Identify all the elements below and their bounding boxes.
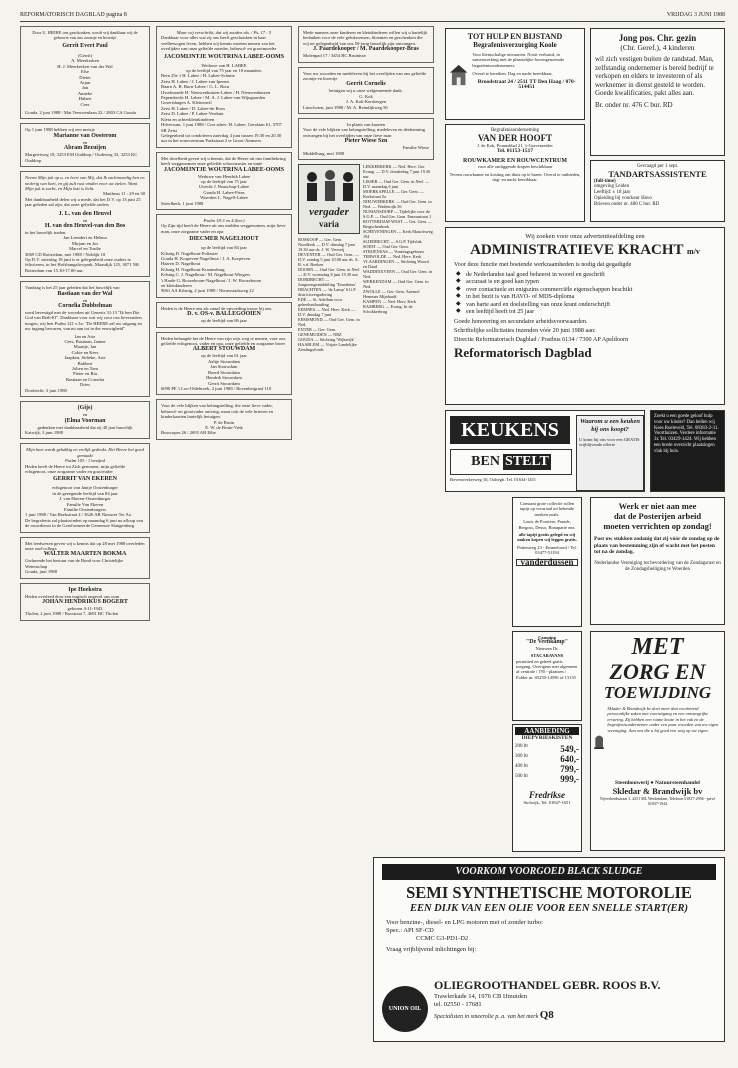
people-icon [300,167,360,207]
union-oil-logo: UNION OIL [382,986,428,1032]
death-announcement-nagelhout: Psalm 18:3 en 4 (ber.) Op Zijn tijd heeft de Heere uit ons midden weggenomen, mijn lieve man, onze zorgzame vader en opa DIECMER NAGELHOUT op de leeftijd van 84 jaar Kilsnig D. Nagelhout-Pollaster Gouda H. Korpeven-Nagelhout / J. A. Korpeven Haaren D. Nagelhout Kilsnig H. Nagelhout-Kraamsburg Kilsnig C. J. Nagelhout / M. Nagelhout-Wiegers 't Harde G. Roozeboom-Nagelhout / J. W. Roozeboom en kleinkinderen 9061 AA Kilsnig, 2 juni 1988 / Nieuwstadsweg 22 [156,214,292,298]
death-announcement-labee: Maar wij verschrikt, dat wij zouden als. / Ps. 17 : 5 Dankbaar voor alles wat zij ons heeft geschonken in haar veelbewogen leven, hebben wij kennis moeten nemen van het overlijden van onze geliefde moeder, behuwd- en grootmoeder JACOMIJNTJE WOUTRINA LABEE-OOMS Weduwe van H. LABEE op de leeftijd van 75 jaar en 10 maanden. Bern 25e 1 H. Labee / H. Labee-Schutte Zeist H. Labee / J. Labee-van Ipenen Baarn A. B. Born-Labee / G. L. Born IJsselmonde H. Nieuwenhuizen-Labee / H. Nieuwenhuizen Papendrecht H. Labee / M. A. J. Labee-van Wijngaarden Gesertshagen A. Kleinenvil Zeist H. Labee / D. Labee-de Roos Zeist D. Labee / P. Labee-Verduin Klein en achterkleinkinderen Hilversum, 1 juni 1988 / Cort adres: H. Labee, Gerolaan 61, 3707 SB Zeist Gelegenheid tot condoleren zaterdag 4 juni tussen 19.30 en 20.30 uur in het rouwcentrum Parkstraat 2 te Groot-Ammers. [156,26,292,148]
church-list-a: BOSKOOP — Ger. Gem. Noodkerk — D.V. dinsdag 7 juni 19.30 uur ds. J. W. Verweij DEVENTER — Oud Ger. Gem. — D.V. zondag 5 juni 10.00 uur ds. A. B. v.d. Boeken DOORN — Oud Ger. Gem. in Ned. — D.V. woensdag 8 juni 19.30 uur DORDRECHT — Jongerengemiddeling 'Timotheus' DRACHTEN — 'de Lamp' S.G.P. districtsvergadering EDE — St. Adellam voor geheelonthouding EEMNES — Ned. Herv. Kerk — D.V. dinsdag 7 juni EEMSMOND — Oud Ger. Gem. in Ned. ENTER — Ger. Gem. GENEMUIDEN — NRZ GOUDA — Stichting 'Wijkseijk' HAARLEM — Vrijzie Landelijke Zendingsfonds [298,237,360,353]
anniversary-announcement-2: Vandaag is het 25 jaar geleden dat het huwelijk van Bastiaan van der Wal en Cornelia Dubbelman werd bevestigd met de woorden uit Genesis 31:13 "Ik ben Die God van Beth-El". Dankbaar voor wat wij voor ons lieveouders mogen, wij hen Psalm 121 v.3a: "De HEERE zal uw uitgang en uw ingang bewaren, van nu aan tot in der eeuwigheid" Jan en Arie Cees, Bastiaan, Janine Maartje, Jan Cokie en Kees Jaapken, Sidieke, Arie Bubbert Jolien en Tom Pieter en Ria Bastiaan en Cornelia Dries Dordrecht, 3 juni 1988 [20,281,150,397]
thanks-paardekooper: Mede namens onze kinderen en kleinkinderen willen wij u hartelijk bedanken voor de vele gelukwensen, bloemen en geschenken die wij ter gelegenheid van ons 50-jarig huwelijk zijn ontvangen. J. Paardekooper / M. Paardekooper-Bras Molenpad 17 / 3454 BC Bruinisse [298,26,434,63]
newspaper-brand: Reformatorisch Dagblad [454,345,592,360]
death-announcement-vos: Heden is de Heere ons als vanaf de opvoeding trouw bij ons. D. v. OS-v. BALLEGOOIEN op de leeftijd van 86 jaar [156,302,292,328]
church-list-b: LEKKERKERK — Ned. Herv. Ger. Evang. — D.V. donderdag 7 juni 19.30 uur LISSER — Oud Ger. Gem. in Ned. — D.V. maandag 6 juni MOERKAPELLE — Ger. Gem. — Kerkstraat 5a NIEUWERKERK — Oud Ger. Gem. in Ned. — Wadenoijk 36 NUMANSDORP — Tijdelijke voor de S.G.P. — Oud Ger. Gem. Emmastraat 1 ROTTERDAM-WEST — Ger. Gem. — Bergschenhoek SCHEVENINGEN — Kerk Mauritsweg 194 SLIEDRECHT — S.G.P. Tijdvlak SOEST — Oud Ger. Gem. STRIJENSAS — Vormingsgebouw TERWOLDE — Ned. Herv. Kerk VLAARDINGEN — Stichting Woord en Daad WADDINXVEEN — Oud Ger. Gem. in Ned. WERKENDAM — Oud Ger. Gem. in Ned. ZWOLLE — Ger. Gem. Anemol Hemmes Mijnhardt KAMPEN — Ned. Herv. Kerk RAMBERG — Evang. In de Schokkerbrug [363,164,433,315]
ad-vanderdussen: Constant grote collectie rollen tapijt op voorraad uit bekende merken zoals: Louis de Poortere, Parade, Bergoss, Desso, Bonaparte enz. alle tapijt gratis gelegd en wij maken kopen wij leggen gratis. Pottenweg 23 - Emmeloord / Tel. 03477-51194 vanderdussen [512,497,582,627]
price-row: 300 ltr 640,- [515,754,579,764]
death-announcement: Mijn hart wordt gelukkig en vrolijk gedenkt. Het Heere het goed gemaakt Psalm 105 : 1 bezijnd Heden heeft de Heere tot Zich genomen, mijn geliefde echtgenoot, onze zorgzame vader en grootvader GERRIT VAN EKEREN echtgenoot van Jantje Oostenburger in de gezegende leeftijd van 84 jaar J. van Ekeren-Oostenburger Familie Van Ekeren Familie Oostenburgers 1 juni 1988 / Van Beekstraat 4 / 3626 AB Nieuwer Ter Aa De begrafenis zal plaatsvinden op maandag 6 juni na afloop van de rouwdienst in de Gereformeerde Gemeente Slangenburg. [20,443,150,532]
ad-keukens-ben-stelt: KEUKENS BEN STELT Bovenwerkerweg 10, Ooltegh. Tel. 01634-1451 Waarom u een keuken bij ons koopt? U komt bij ons voor een GRATIS vrijblijvende offerte [445,410,645,492]
death-announcement-3: Ipe Hoekstra Heden overleed door een tragisch ongeval ons oom JOHAN HENDRIKUS BOGERT geboren 4-11-1943 Tholen, 2 juni 1988 / Bosstraat 7, 4691 BC Tholen [20,583,150,621]
death-announcement-stouwdam: Heden behaagde het de Heere van zijn wijs weg te nemen, voor ons geliefde echtgenoot, vader en opa, onze geliefde en zorgzame broer ALBERT STOUWDAM op de leeftijd van 61 jaar Aaltje Stouwdam Jan Stouwdam Boerd Stouwdam Hendrik Stouwdam Gerrit Stouwdam 6090 PE 't Loo-Oldebroek, 2 juni 1988 / Bovenheigraaf 110 [156,332,292,396]
ad-aanbieding-diepvries: AANBIEDING DIEPVRIESKISTEN 200 ltr 549,- 300 ltr 640,- 400 ltr 799,- 500 ltr 999,- Fredrikse Stolwijk, Tel. 01847-1651 [512,724,582,852]
price-row: 200 ltr 549,- [515,744,579,754]
death-announcement-2: Met leedwezen geven wij u kennis dat op 28 mei 1988 overleden onze oud-collega WALTER MAARTEN BOKMA Gedurende het bestuur van de Bond voor Christelijke Wetenschap Gouda, juni 1988 [20,537,150,579]
anniversary-announcement: Neemt Mijn juk op u, en leert van Mij, dat Ik zachtmoedig ben en nederig van hart, en gij zult rust vinden voor uw zielen. Want Mijn juk is zacht, en Mijn last is licht. Mattheus 11 : 29 en 30 Met dankbaarheid delen wij u mede, dat het D.V. op 13 juni 25 jaar geleden zal zijn, dat onze geliefde ouders J. L. van den Heuvel en H. van den Heuvel-van den Bos in het huwelijk traden. Jan Leendert en Helena Mirjam en Jos Marcel en Trudie 3069 CD Rotterdam, mei 1988 / Noldijk 18 Op D.V. zaterdag 18 juni is er gelegenheid onze ouders te feliciteren, in het Hofsbungalowpark, Maasdijk 125, 3071 NK Rotterdam van 15.30-17.00 uur. [20,171,150,277]
ad-funeral-koole: TOT HULP EN BIJSTAND Begrafenisverzorging Koole Voor kleinschalige uitvaarten. Nooit verhuisd, in samenwerking met de plaatselijke bovengenoemde begrafenisondernemers. Overal te bereiken. Dag en nacht bereikbaar. Broodstraat 24 / 2511 TT Den Haag / 070-514451 [445,28,585,120]
thanks-wiese: In plaats van kaarten Voor de vele blijken van belangstelling, medeleven en deelneming ontvangen bij het overlijden van onze lieve man Pieter Wiese Szn Familie Wiese Middelburg, mei 1988 [298,118,434,160]
thanks-kok: Voor uw woorden en medeleven bij het overlijden van ons geliefde zoontje en broertje Gerrit Cornelis betuigen wij u onze welgemeende dank. G. Kok J. A. Kok-Kersbergen Linschoten, juni 1988 / M. A. Reindijkweg 56 [298,67,434,114]
ad-tandartsassistente: Gevraagd per 1 sept. TANDARTSASSISTENTE (full-time) omgeving Leiden Leeftijd: ± 18 jaar Opleiding bij voorkeur Havo Brieven onder nr. 480 C bur. RD [590,160,725,222]
header-left: REFORMATORISCH DAGBLAD pagina 8 [20,12,127,18]
column-2 [156,26,292,444]
engagement-announcement: Op 1 juni 1988 hebben wij een meisje Marianne van Oosterom en Abram Bezuijen Margrietweg 18, 3253 EM Ouddorp / Oudeweg 33, 3253 KC Ouddorp [20,123,150,167]
column-3 [298,26,434,352]
header-right: VRIJDAG 3 JUNI 1988 [666,12,725,18]
thank-you-note: Voor de vele blijken van belangstelling, die onze lieve vader, behuwd- en grootvader ontving, maar ook de vele brieven en kinderkaarten hartelijk betuigen. P. de Bruin E. W. de Bruin-Vink Bosscopes 26 / 2695 AB Eibe [156,399,292,439]
chapel-icon [449,52,468,98]
ad-van-der-hooft: Begrafenisonderneming VAN DER HOOFT J. de Kok, Prunusblad 21, 's-Gravenzeider Tel. 01153-1517 ROUWKAMER EN ROUWCENTRUM voor alle omliggende dorpen beschikbaar Tevens rouwkamer en kosting om thuis op te baren. Overal te ontbieden, dag- en nacht bereikbaar. [445,124,585,222]
price-row: 400 ltr 799,- [515,764,579,774]
ad-administratieve-kracht: Wij zoeken voor onze advertentieafdeling een ADMINISTRATIEVE KRACHT m/v Voor deze functie met boeiende werkzaamheden is nodig dat gegadigde ◆ de Nederlandse taal goed beheerst in woord en geschrift ◆ accuraat is en goed kan typen ◆ over contactuele en enigszins commerciële eigenschappen beschikt ◆ in het bezit is van HAVO- of MDS-diploma ◆ van harte aard en doelstelling van onze krant onderschrijft ◆ een leeftijd heeft tot 25 jaar Goede honorering en secundaire arbeidsvoorwaarden. Schriftelijke sollicitaties inzenden vóór 20 juni 1988 aan: Directie Reformatorisch Dagblad / Postbus 6134 / 7300 AP Apeldoorn Reformatorisch Dagblad [445,227,725,405]
ad-motorolie-roos: VOORKOM VOORGOED BLACK SLUDGE SEMI SYNTHETISCHE MOTOROLIE EEN DIJK VAN EEN OLIE VOOR EEN SNELLE START(ER) Voor benzine-, diesel- en LPG motoren met of zonder turbo: Spec.: API SF-CD CCMC G3-PD1-D2 Vraag vrijblijvend inlichtingen bij: UNION OIL OLIEGROOTHANDEL GEBR. ROOS B.V. Trawlerkade 14, 1976 CB IJmuiden tel. 02550 - 17681 Specialisten in smeerolie p. a. van het merk Q8 [373,857,725,1042]
column-1 [20,26,150,625]
anniversary-announcement-3: (Gijs) en (Elma Voorman gedenken met dankbaarheid dat zij 40 jaar huwelijk Katwijk, 3 juni 1988 [20,401,150,439]
page-header [20,11,725,22]
tombstone-icon [594,706,604,776]
vergader-varia-logo: vergader varia [298,164,360,234]
family-list: A. Meerkerken H. J. Meerkerken-van der Wal Else Dieter Arjan Jan Anneke Hubert Cees [57,58,113,107]
death-announcement-labee-2: Met droefheid geven wij u kennis, dat de Heere uit ons familiekring heeft weggenomen onze geliefde schoonzuster en tante JACOMIJNTJE WOUTRINA LABEE-OOMS Weduwe van Hendrik Labee op de leeftijd van 75 jaar Utrecht J. Beauchop-Labee Gouda H. Labee-Prins Woerden L. Nagell-Labee Streefkerk, 1 juni 1988 [156,152,292,210]
announcement-name: Gerrit Evert Paul [62,43,108,49]
ad-jong-gezin: Jong pos. Chr. gezin (Chr. Geref.), 4 kinderen wil zich vestigen buiten de randstad. Man, zelfstandig ondernemer is bereid bedrijf te verkopen en elders te investeren of als werknemer in dienst gesteld te worden. Goede kwalificaties, pakt alles aan. Br. onder nr. 476 C bur. RD [590,28,725,156]
ad-camping-veenkamp: Camping "De Veenkamp" Nieuwen Dr. STACARAVANS permitted en geheel gratis toegang. Overigens met algemeen af centrale / 195 - plaatsen / Folder nr. 05250-14596 of 13135 [512,631,582,721]
ad-dark-notice: Zoekt u een goede geloof hulp voor uw kinder? Dan bellen wij Kees Roeleveld, Tel. 08383-2-31. Voorthuizen. Verdere informatie 3x Tel. 03429-3424. Wij hebben een brede overzicht plaatsingen vlak bij huis. [650,410,725,492]
birth-announcement: Door U, HEERE ons geschonken, wordt vrij dankbaar wij de geboorte van ons zoontje en broertje Gerrit Evert Paul (Gerrit) A. Meerkerken H. J. Meerkerken-van der Wal Else Dieter Arjan Jan Anneke Hubert Cees Gouda, 2 juni 1988 / Mat Teeuwenlaan 22 / 2803 CA Gouda [20,26,150,119]
ad-posterijen-zondag: Werk er niet aan mee dat de Posterijen arbeid moeten verrichten op zondag! Post uw stukken zodanig dat zij vóór de zondag op de plaats van bestemming zijn of wacht met het posten tot na de zondag. Nederlandse Vereniging tot bevordering van de Zondagsrust en de Zondagsheiliging te Woerden [590,497,725,625]
ad-zorg-toewijding: MET ZORG EN TOEWIJDING Sklader & Brandwijk bv doet meer dan voorbereid persoonlijke zaken met vooruitgang en een omvangrijke ervaring. Zij hebben een ruime keuze in het vak en de begrafenisondernemer onder een paar woorden van uw eigen vereniging. Aan ons die u bij goed een weg op uw eigen. Steenhouwerij ● Natuursteenhandel Skledar & Brandwijk bv Nijverheidsstraat 1, 4251 ML Werkendam, Telefoon 01837-2956 - privé 01837-1944 [590,631,725,851]
price-row: 500 ltr 999,- [515,774,579,784]
